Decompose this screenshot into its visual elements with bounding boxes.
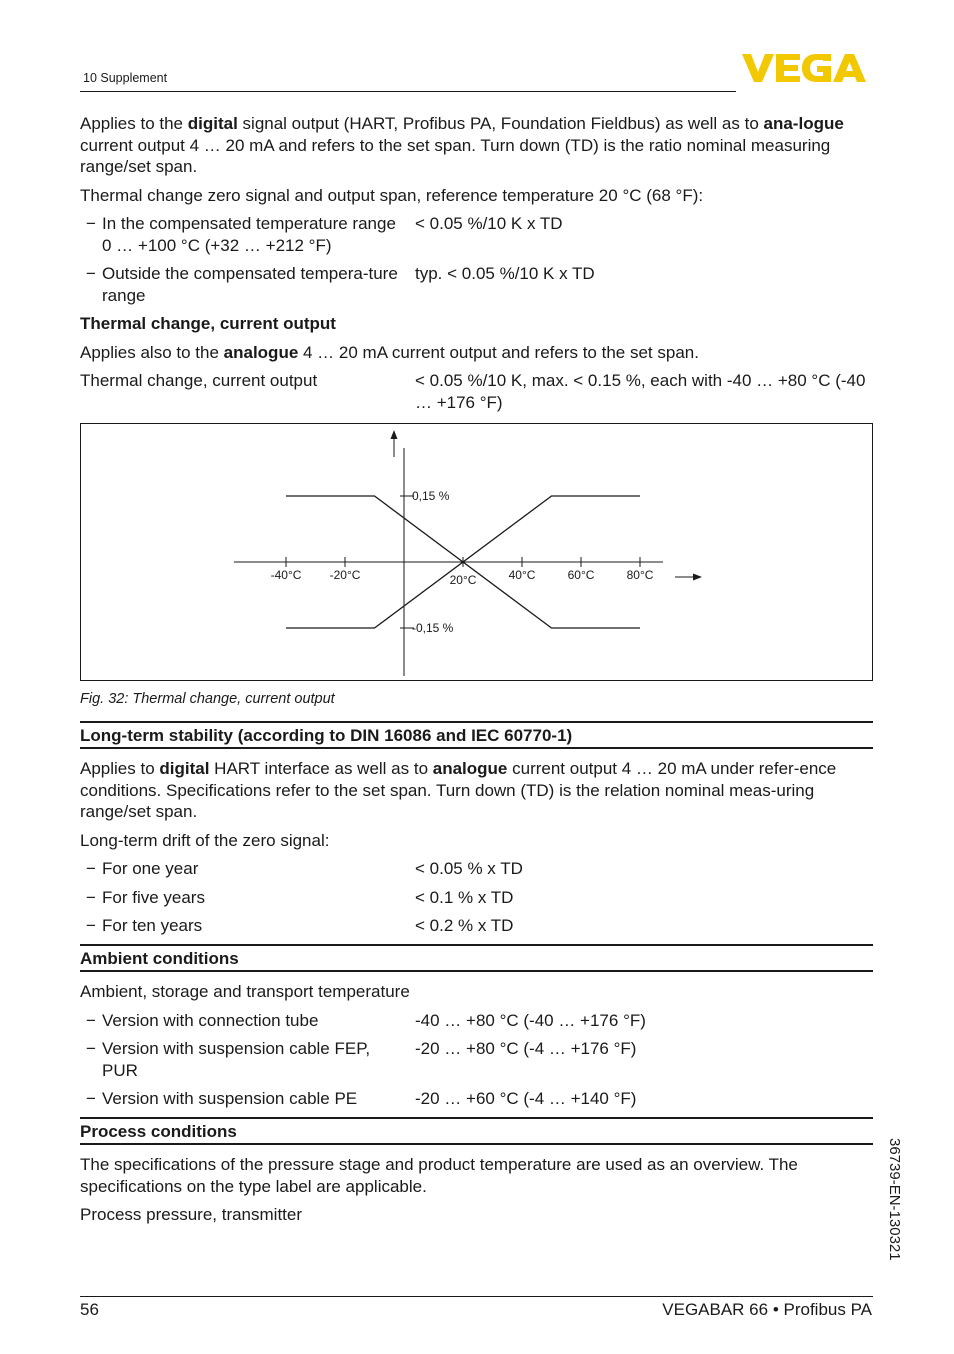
spec-row: − For one year < 0.05 % x TD: [86, 859, 523, 878]
y-axis-arrowhead: [391, 430, 398, 439]
spec-row: − Version with connection tube -40 … +80 °C (-40 … +176 °F): [86, 1010, 646, 1030]
spec-row: Thermal change, current output < 0.05 %/10 K, max. < 0.15 %, each with -40 … +80 °C (-40 … +176 °F): [80, 371, 866, 412]
spec-row: − Version with suspension cable PE -20 … +60 °C (-4 … +140 °F): [86, 1089, 637, 1108]
spec-row: − Version with suspension cable FEP, PUR -20 … +80 °C (-4 … +176 °F): [86, 1039, 637, 1080]
ambient-heading: Ambient conditions: [80, 944, 873, 973]
long-term-heading: Long-term stability (according to DIN 16086 and IEC 60770-1): [80, 721, 873, 750]
document-code: 36739-EN-130321: [886, 1138, 903, 1261]
current-output-heading: Thermal change, current output: [80, 314, 336, 333]
thermal-change-chart: [80, 423, 873, 681]
x-tick-label: 20°C: [449, 573, 477, 587]
y-tick-label: -0,15 %: [412, 621, 454, 635]
header-rule: [80, 91, 736, 92]
header-section-label: 10 Supplement: [83, 71, 168, 85]
spec-row: − For five years < 0.1 % x TD: [86, 887, 514, 907]
current-output-paragraph: Applies also to the analogue 4 … 20 mA current output and refers to the set span.: [80, 342, 699, 362]
footer-product: VEGABAR 66 • Profibus PA: [662, 1300, 872, 1319]
ambient-intro: Ambient, storage and transport temperature: [80, 982, 410, 1001]
x-tick-label: 60°C: [567, 568, 595, 582]
figure-caption: Fig. 32: Thermal change, current output: [80, 691, 335, 707]
x-tick-label: 40°C: [508, 568, 536, 582]
intro-paragraph: Applies to the digital signal output (HART, Profibus PA, Foundation Fieldbus) as well as to ana-logue current output 4 … 20 mA and refers to the set span. Turn down (TD) is the ratio nominal measuring range/set span.: [80, 114, 844, 176]
x-tick-label: 80°C: [626, 568, 654, 582]
x-tick-label: -20°C: [329, 568, 361, 582]
spec-row: − In the compensated temperature range 0 … +100 °C (+32 … +212 °F) < 0.05 %/10 K x TD: [86, 214, 563, 255]
x-tick-label: -40°C: [270, 568, 302, 582]
spec-row: − For ten years < 0.2 % x TD: [86, 916, 514, 935]
y-tick-label: 0,15 %: [412, 489, 450, 503]
page-content: [80, 113, 873, 1233]
logo-text: VEGA: [742, 52, 745, 53]
process-heading: Process conditions: [80, 1117, 873, 1146]
process-paragraph: The specifications of the pressure stage and product temperature are used as an overview. The specifications on the type label are applicable.: [80, 1155, 798, 1196]
process-pressure-label: Process pressure, transmitter: [80, 1205, 303, 1224]
drift-label: Long-term drift of the zero signal:: [80, 830, 330, 850]
page-number: 56: [80, 1300, 99, 1319]
footer-rule: [80, 1296, 873, 1297]
vega-logo: [742, 52, 872, 84]
x-axis-arrowhead: [693, 574, 702, 581]
reference-temperature-text: Thermal change zero signal and output span, reference temperature 20 °C (68 °F):: [80, 185, 704, 205]
spec-row: − Outside the compensated tempera-ture range typ. < 0.05 %/10 K x TD: [86, 264, 595, 305]
long-term-paragraph: Applies to digital HART interface as well as to analogue current output 4 … 20 mA under refer-ence conditions. Specifications refer to the set span. Turn down (TD) is the relation nominal meas-uring range/set span.: [80, 759, 837, 821]
